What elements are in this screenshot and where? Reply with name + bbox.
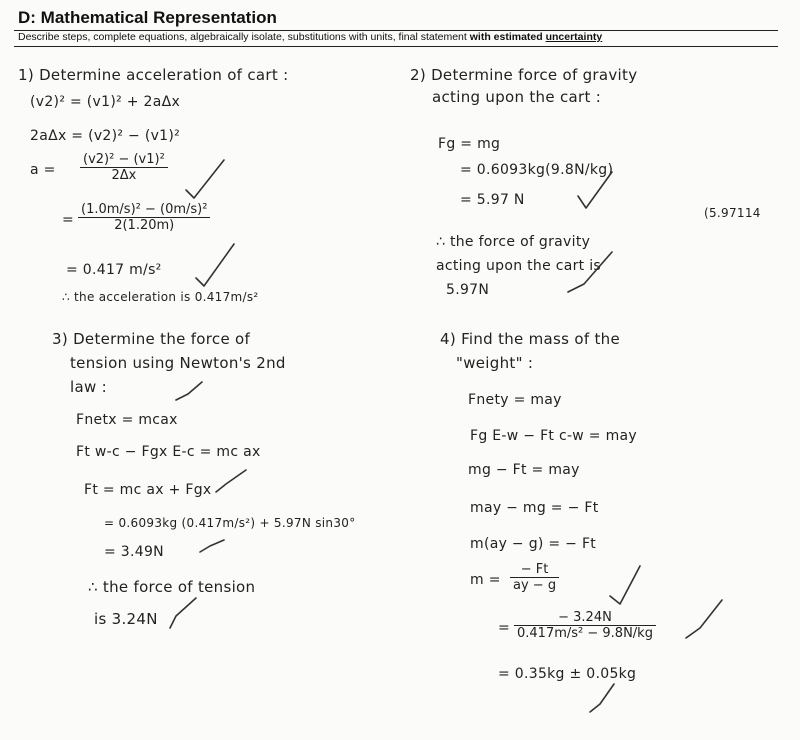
check-mark-icon: [170, 598, 196, 628]
section-title: D: Mathematical Representation: [18, 8, 277, 27]
q2-eq2: = 0.6093kg(9.8N/kg): [460, 162, 614, 178]
q2-margin-note: (5.97114: [704, 206, 761, 220]
q2-conclusion-line1: ∴ the force of gravity: [436, 234, 591, 250]
instructions-underlined: uncertainty: [545, 31, 603, 43]
q3-eq2: Ft w-c − Fgx E-c = mc ax: [76, 444, 261, 460]
q3-heading-line1: 3) Determine the force of: [52, 330, 251, 348]
q3-heading-line2: tension using Newton's 2nd: [70, 354, 286, 372]
q1-eq4-denominator: 2(1.20m): [78, 217, 210, 233]
q2-heading-line1: 2) Determine force of gravity: [410, 66, 638, 84]
q4-eq5: m(ay − g) = − Ft: [470, 536, 597, 552]
check-mark-icon: [186, 160, 224, 198]
q1-eq3-numerator: (v2)² − (v1)²: [83, 152, 165, 167]
q1-eq5: = 0.417 m/s²: [66, 262, 162, 278]
q4-heading-line2: "weight" :: [456, 354, 534, 372]
instructions-bold: with estimated: [469, 31, 546, 43]
q2-conclusion-line3: 5.97N: [446, 282, 490, 298]
q3-conclusion-line2: is 3.24N: [94, 610, 158, 628]
q4-eq6-denominator: ay − g: [510, 577, 559, 593]
q4-eq7-denominator: 0.417m/s² − 9.8N/kg: [514, 625, 656, 641]
q4-eq1: Fnety = may: [468, 392, 562, 408]
q3-eq4: = 0.6093kg (0.417m/s²) + 5.97N sin30°: [104, 516, 356, 530]
q4-heading-line1: 4) Find the mass of the: [440, 330, 620, 348]
q1-eq4-lhs: =: [62, 212, 75, 228]
check-mark-icon: [196, 244, 234, 286]
check-mark-icon: [568, 252, 612, 292]
check-mark-icon: [216, 470, 246, 492]
q4-eq8: = 0.35kg ± 0.05kg: [498, 666, 637, 682]
q4-eq7-numerator: − 3.24N: [558, 610, 612, 625]
q2-eq3: = 5.97 N: [460, 192, 525, 208]
q1-eq3-lhs: a =: [30, 162, 56, 178]
check-mark-icon: [686, 600, 722, 638]
q1-eq2: 2aΔx = (v2)² − (v1)²: [30, 128, 181, 144]
q1-heading: 1) Determine acceleration of cart :: [18, 66, 289, 84]
check-mark-icon: [176, 382, 202, 400]
check-mark-icon: [590, 684, 614, 712]
q2-heading-line2: acting upon the cart :: [432, 88, 602, 106]
q4-eq3: mg − Ft = may: [468, 462, 580, 478]
q4-eq6-numerator: − Ft: [520, 562, 549, 577]
q4-eq2: Fg E-w − Ft c-w = may: [470, 428, 637, 444]
q2-eq1: Fg = mg: [438, 136, 501, 152]
q4-eq4: may − mg = − Ft: [470, 500, 599, 516]
q2-conclusion-line2: acting upon the cart is: [436, 258, 601, 274]
q1-eq1: (v2)² = (v1)² + 2aΔx: [30, 94, 181, 110]
q3-conclusion-line1: ∴ the force of tension: [88, 578, 256, 596]
check-mark-icon: [200, 540, 224, 552]
instructions-plain: Describe steps, complete equations, algebraically isolate, substitutions with units, final statement: [18, 31, 470, 43]
q1-conclusion: ∴ the acceleration is 0.417m/s²: [62, 290, 259, 304]
q3-eq1: Fnetx = mcax: [76, 412, 178, 428]
q4-eq6-lhs: m =: [470, 572, 501, 588]
check-mark-icon: [610, 566, 640, 604]
q3-heading-line3: law :: [70, 378, 107, 396]
check-mark-icon: [578, 172, 612, 208]
q4-eq7-lhs: =: [498, 620, 511, 636]
q1-eq4-numerator: (1.0m/s)² − (0m/s)²: [81, 202, 208, 217]
q3-eq5: = 3.49N: [104, 544, 164, 560]
q3-eq3: Ft = mc ax + Fgx: [84, 482, 212, 498]
q1-eq3-denominator: 2Δx: [80, 167, 168, 183]
